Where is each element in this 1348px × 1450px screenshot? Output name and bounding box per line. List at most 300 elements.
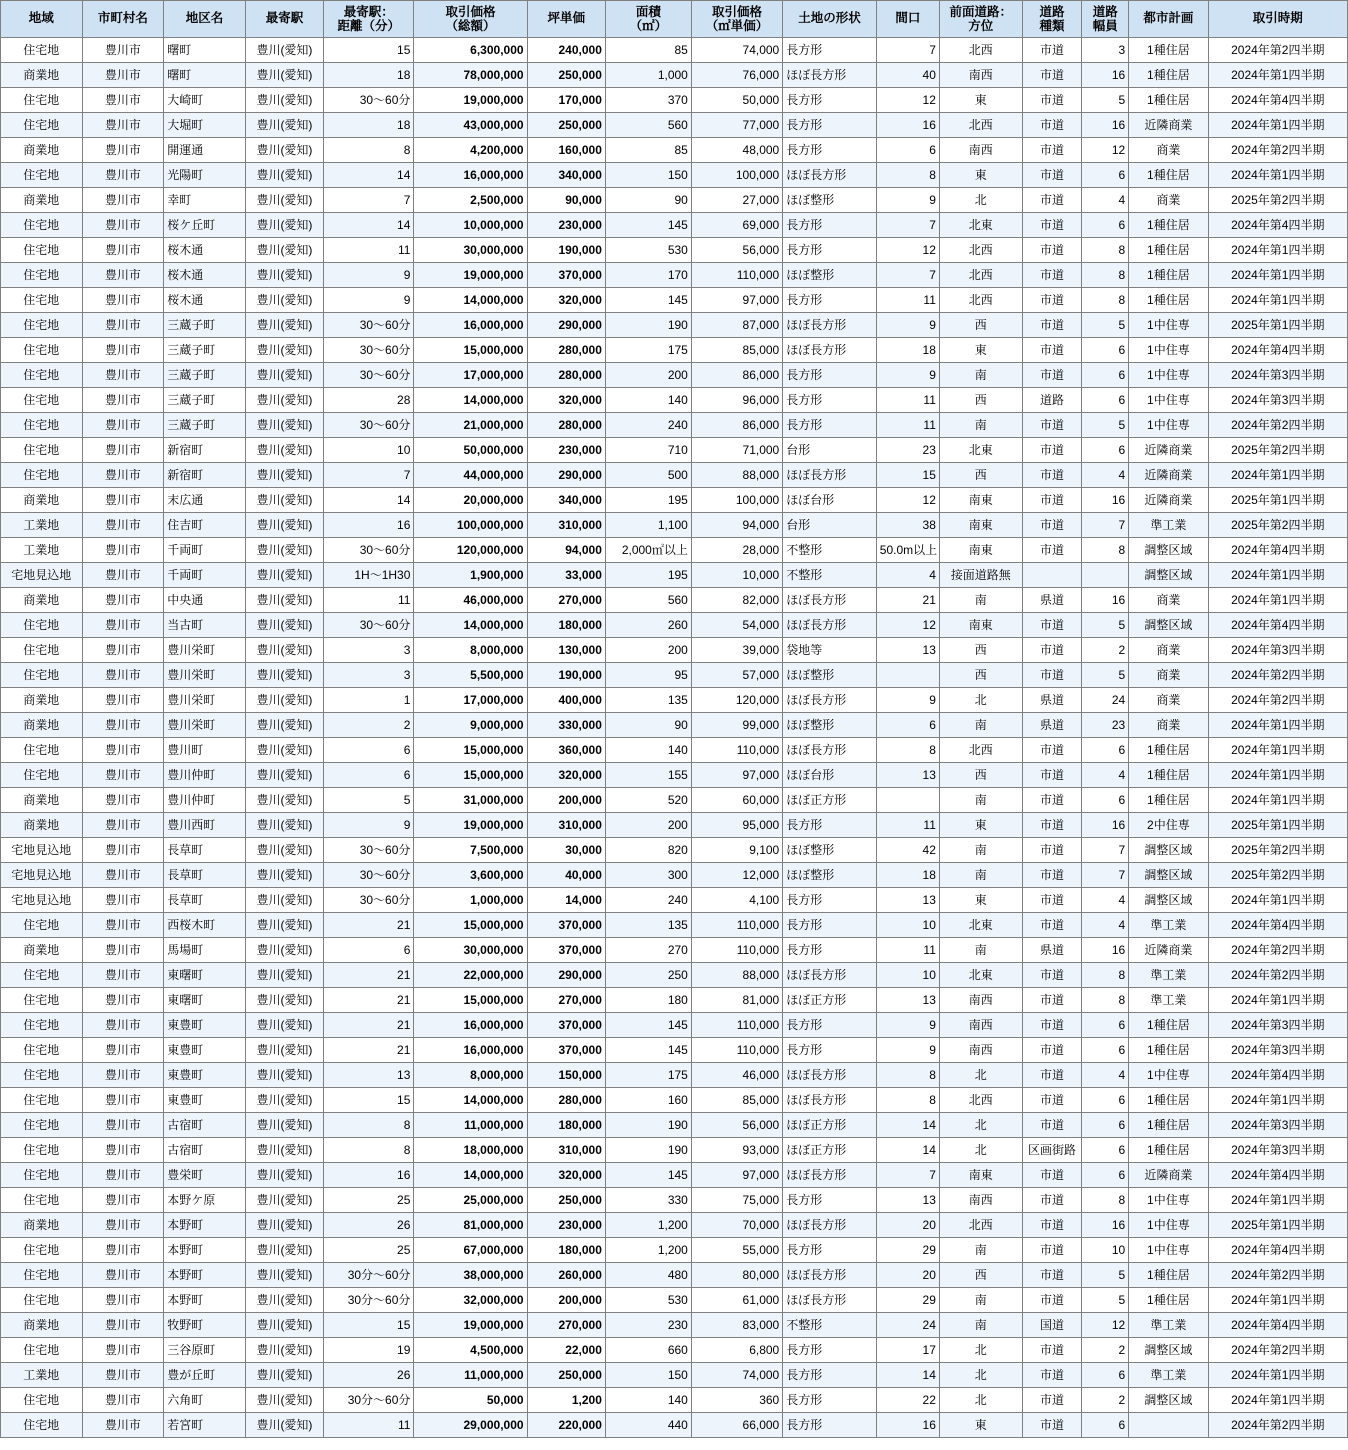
table-cell: 520	[605, 788, 691, 813]
table-cell: 商業地	[1, 63, 83, 88]
table-row[interactable]	[1, 1088, 1348, 1113]
table-row[interactable]	[1, 888, 1348, 913]
column-header-3[interactable]	[245, 1, 323, 38]
table-cell: 豊川(愛知)	[245, 1038, 323, 1063]
table-cell: 190,000	[527, 663, 605, 688]
table-cell: 175	[605, 1063, 691, 1088]
table-cell: 豊川(愛知)	[245, 1113, 323, 1138]
table-cell: 1種住居	[1129, 763, 1208, 788]
table-cell: 11,000,000	[414, 1113, 527, 1138]
table-row[interactable]	[1, 1238, 1348, 1263]
table-cell: 30〜60分	[324, 338, 414, 363]
table-cell: 豊川(愛知)	[245, 838, 323, 863]
table-cell: 75,000	[691, 1188, 782, 1213]
table-cell: 50,000	[414, 1388, 527, 1413]
table-cell: ほぼ長方形	[783, 313, 877, 338]
table-cell: 市道	[1022, 838, 1082, 863]
table-row[interactable]	[1, 213, 1348, 238]
table-row[interactable]	[1, 563, 1348, 588]
table-cell: 長方形	[783, 363, 877, 388]
table-cell: 豊川仲町	[164, 788, 246, 813]
table-cell: 市道	[1022, 363, 1082, 388]
table-cell: 本野町	[164, 1288, 246, 1313]
table-cell: 530	[605, 1288, 691, 1313]
table-cell: ほぼ長方形	[783, 738, 877, 763]
table-cell: 30分〜60分	[324, 1288, 414, 1313]
table-cell: 1種住居	[1129, 1113, 1208, 1138]
table-cell: 豊川(愛知)	[245, 1188, 323, 1213]
table-cell: 接面道路無	[939, 563, 1022, 588]
table-cell: 145	[605, 1163, 691, 1188]
table-cell: 市道	[1022, 613, 1082, 638]
table-cell: 長方形	[783, 1038, 877, 1063]
table-cell: 50,000,000	[414, 438, 527, 463]
table-cell: 南	[939, 1288, 1022, 1313]
table-cell: 8	[876, 1063, 939, 1088]
table-cell: 西	[939, 1263, 1022, 1288]
table-cell: 4	[1082, 913, 1129, 938]
table-cell: 住宅地	[1, 438, 83, 463]
column-header-6[interactable]	[527, 1, 605, 38]
table-cell: 50,000	[691, 88, 782, 113]
table-cell: 2025年第2四半期	[1208, 863, 1347, 888]
table-cell: 6	[1082, 163, 1129, 188]
table-cell: 豊川(愛知)	[245, 313, 323, 338]
table-cell: 豊川(愛知)	[245, 963, 323, 988]
table-cell: 7	[876, 38, 939, 63]
table-cell: 2025年第2四半期	[1208, 838, 1347, 863]
table-cell: 豊川市	[82, 663, 164, 688]
table-cell: 豊川市	[82, 588, 164, 613]
table-cell: 市道	[1022, 38, 1082, 63]
table-cell: 14,000,000	[414, 288, 527, 313]
table-cell: 43,000,000	[414, 113, 527, 138]
table-cell: 370,000	[527, 938, 605, 963]
table-cell: 2024年第4四半期	[1208, 1313, 1347, 1338]
table-cell: 10	[876, 913, 939, 938]
table-cell: 東	[939, 338, 1022, 363]
table-cell: 2024年第3四半期	[1208, 1113, 1347, 1138]
table-cell: 豊川(愛知)	[245, 1313, 323, 1338]
table-cell: 15,000,000	[414, 913, 527, 938]
table-row[interactable]	[1, 913, 1348, 938]
table-row[interactable]	[1, 1213, 1348, 1238]
table-cell: 西	[939, 638, 1022, 663]
table-row[interactable]	[1, 1313, 1348, 1338]
table-row[interactable]	[1, 538, 1348, 563]
table-cell: 北	[939, 1113, 1022, 1138]
column-header-line: 面積	[635, 4, 661, 19]
table-row[interactable]	[1, 638, 1348, 663]
column-header-7[interactable]	[605, 1, 691, 38]
table-row[interactable]	[1, 63, 1348, 88]
table-cell	[1129, 1413, 1208, 1438]
table-cell: 北西	[939, 1213, 1022, 1238]
table-cell: 市道	[1022, 888, 1082, 913]
column-header-line: 最寄駅	[265, 11, 304, 26]
table-row[interactable]	[1, 1038, 1348, 1063]
table-cell: 19,000,000	[414, 88, 527, 113]
table-cell: 市道	[1022, 313, 1082, 338]
table-cell: 豊川市	[82, 388, 164, 413]
table-cell: 96,000	[691, 388, 782, 413]
table-cell: 16,000,000	[414, 1038, 527, 1063]
table-row[interactable]	[1, 1288, 1348, 1313]
table-cell: 豊川(愛知)	[245, 1163, 323, 1188]
table-row[interactable]	[1, 1263, 1348, 1288]
table-cell: 25	[324, 1188, 414, 1213]
table-cell: 2024年第4四半期	[1208, 538, 1347, 563]
table-cell: 豊川市	[82, 1113, 164, 1138]
table-cell: 150	[605, 163, 691, 188]
table-cell: 25,000,000	[414, 1188, 527, 1213]
table-row[interactable]	[1, 338, 1348, 363]
table-row[interactable]	[1, 1063, 1348, 1088]
table-row[interactable]	[1, 438, 1348, 463]
table-cell: 1種住居	[1129, 1288, 1208, 1313]
column-header-2[interactable]	[164, 1, 246, 38]
table-cell: 2,500,000	[414, 188, 527, 213]
table-cell: 2024年第4四半期	[1208, 1063, 1347, 1088]
table-cell: 豊川(愛知)	[245, 888, 323, 913]
table-row[interactable]	[1, 813, 1348, 838]
table-cell: 16	[1082, 113, 1129, 138]
table-cell: 16	[1082, 588, 1129, 613]
table-row[interactable]	[1, 238, 1348, 263]
table-cell: 豊川市	[82, 738, 164, 763]
table-cell: 11	[876, 388, 939, 413]
table-header-row	[1, 1, 1348, 38]
column-header-14[interactable]	[1129, 1, 1208, 38]
table-cell: 豊川市	[82, 238, 164, 263]
table-cell: 2024年第1四半期	[1208, 1388, 1347, 1413]
table-row[interactable]	[1, 1013, 1348, 1038]
table-cell: 31,000,000	[414, 788, 527, 813]
table-cell: 145	[605, 1013, 691, 1038]
table-cell: 南西	[939, 138, 1022, 163]
column-header-9[interactable]	[783, 1, 877, 38]
table-cell: 3	[1082, 38, 1129, 63]
table-cell: 北	[939, 1363, 1022, 1388]
table-row[interactable]	[1, 263, 1348, 288]
table-row[interactable]	[1, 1138, 1348, 1163]
table-cell: 14	[324, 488, 414, 513]
table-cell: 14	[876, 1113, 939, 1138]
table-cell: 17	[876, 1338, 939, 1363]
table-cell: 18	[324, 63, 414, 88]
table-cell: 豊川栄町	[164, 638, 246, 663]
table-cell: 2024年第2四半期	[1208, 138, 1347, 163]
table-cell: 38	[876, 513, 939, 538]
table-cell: 67,000,000	[414, 1238, 527, 1263]
column-header-1[interactable]	[82, 1, 164, 38]
table-row[interactable]	[1, 88, 1348, 113]
table-row[interactable]	[1, 713, 1348, 738]
table-cell: 市道	[1022, 438, 1082, 463]
table-row[interactable]	[1, 363, 1348, 388]
table-cell: 長方形	[783, 913, 877, 938]
column-header-0[interactable]	[1, 1, 83, 38]
table-cell: 北	[939, 188, 1022, 213]
column-header-line: 種類	[1039, 19, 1065, 33]
table-row[interactable]	[1, 488, 1348, 513]
table-cell: 21,000,000	[414, 413, 527, 438]
table-row[interactable]	[1, 863, 1348, 888]
table-row[interactable]	[1, 413, 1348, 438]
table-cell: 16,000,000	[414, 163, 527, 188]
table-cell: 商業地	[1, 588, 83, 613]
table-cell: 100,000,000	[414, 513, 527, 538]
table-cell: 住宅地	[1, 1338, 83, 1363]
column-header-5[interactable]	[414, 1, 527, 38]
table-cell: 370,000	[527, 263, 605, 288]
table-cell: 9	[324, 288, 414, 313]
table-cell: 調整区域	[1129, 1338, 1208, 1363]
column-header-10[interactable]	[876, 1, 939, 38]
table-cell: 千両町	[164, 538, 246, 563]
table-cell: ほぼ整形	[783, 838, 877, 863]
table-cell: 200,000	[527, 1288, 605, 1313]
table-cell: 市道	[1022, 263, 1082, 288]
table-cell: 商業	[1129, 588, 1208, 613]
table-cell: 6,800	[691, 1338, 782, 1363]
table-cell: 2024年第1四半期	[1208, 763, 1347, 788]
column-header-line: 前面道路：	[949, 4, 1012, 19]
table-cell: 8,000,000	[414, 1063, 527, 1088]
table-cell: 2024年第1四半期	[1208, 888, 1347, 913]
table-cell: 住吉町	[164, 513, 246, 538]
table-row[interactable]	[1, 313, 1348, 338]
table-cell: 190	[605, 1113, 691, 1138]
column-header-15[interactable]	[1208, 1, 1347, 38]
table-row[interactable]	[1, 38, 1348, 63]
table-cell: 26	[324, 1363, 414, 1388]
table-row[interactable]	[1, 1113, 1348, 1138]
table-row[interactable]	[1, 288, 1348, 313]
table-cell: 40,000	[527, 863, 605, 888]
table-cell: 560	[605, 588, 691, 613]
table-cell: 北東	[939, 963, 1022, 988]
table-cell: 6	[1082, 363, 1129, 388]
table-cell: 2024年第4四半期	[1208, 88, 1347, 113]
table-row[interactable]	[1, 788, 1348, 813]
table-cell: 住宅地	[1, 163, 83, 188]
table-cell: 190	[605, 1138, 691, 1163]
table-cell: 商業地	[1, 688, 83, 713]
table-cell: 豊川(愛知)	[245, 663, 323, 688]
table-cell: 市道	[1022, 863, 1082, 888]
table-cell: 16	[1082, 488, 1129, 513]
table-cell: 200	[605, 638, 691, 663]
table-cell: 住宅地	[1, 1138, 83, 1163]
table-cell: 北東	[939, 438, 1022, 463]
table-cell: ほぼ長方形	[783, 963, 877, 988]
table-cell: 8	[1082, 263, 1129, 288]
table-cell: 住宅地	[1, 763, 83, 788]
table-cell: 160,000	[527, 138, 605, 163]
table-cell: 14	[324, 163, 414, 188]
table-cell: 豊川市	[82, 1188, 164, 1213]
column-header-13[interactable]	[1082, 1, 1129, 38]
table-cell: 12	[1082, 138, 1129, 163]
table-cell: 住宅地	[1, 263, 83, 288]
table-cell: 2024年第1四半期	[1208, 713, 1347, 738]
table-cell: 市道	[1022, 1113, 1082, 1138]
table-cell: 市道	[1022, 213, 1082, 238]
table-cell: ほぼ長方形	[783, 463, 877, 488]
table-row[interactable]	[1, 113, 1348, 138]
table-row[interactable]	[1, 938, 1348, 963]
table-cell: 6	[1082, 1088, 1129, 1113]
table-cell: 48,000	[691, 138, 782, 163]
table-cell: 30分〜60分	[324, 1388, 414, 1413]
table-cell: 豊川(愛知)	[245, 413, 323, 438]
table-cell: 15,000,000	[414, 763, 527, 788]
table-cell: 豊川(愛知)	[245, 1388, 323, 1413]
table-cell: 130,000	[527, 638, 605, 663]
table-cell: 85	[605, 38, 691, 63]
table-cell: 6	[324, 938, 414, 963]
table-cell: 2024年第1四半期	[1208, 1288, 1347, 1313]
table-cell: 住宅地	[1, 1288, 83, 1313]
table-cell	[876, 788, 939, 813]
table-cell: 住宅地	[1, 1263, 83, 1288]
table-cell: 長方形	[783, 138, 877, 163]
table-row[interactable]	[1, 163, 1348, 188]
table-cell: 市道	[1022, 1288, 1082, 1313]
table-row[interactable]	[1, 1413, 1348, 1438]
table-cell: 南	[939, 838, 1022, 863]
column-header-12[interactable]	[1022, 1, 1082, 38]
table-cell: 2024年第1四半期	[1208, 288, 1347, 313]
table-row[interactable]	[1, 1363, 1348, 1388]
table-cell: 99,000	[691, 713, 782, 738]
table-cell: 19	[324, 1338, 414, 1363]
table-row[interactable]	[1, 138, 1348, 163]
table-cell: 2024年第2四半期	[1208, 1263, 1347, 1288]
table-cell: 7	[1082, 838, 1129, 863]
table-cell: 81,000	[691, 988, 782, 1013]
table-cell: 4,200,000	[414, 138, 527, 163]
table-cell: 13	[876, 1188, 939, 1213]
column-header-11[interactable]	[939, 1, 1022, 38]
table-cell: 東	[939, 1413, 1022, 1438]
column-header-line: 坪単価	[547, 11, 585, 26]
table-row[interactable]	[1, 1388, 1348, 1413]
table-cell: 25	[324, 1238, 414, 1263]
table-row[interactable]	[1, 388, 1348, 413]
table-cell: 1中住専	[1129, 313, 1208, 338]
table-cell: 6	[1082, 388, 1129, 413]
table-cell: 豊川(愛知)	[245, 638, 323, 663]
table-cell: 140	[605, 388, 691, 413]
table-cell: 250,000	[527, 113, 605, 138]
table-cell: 14,000,000	[414, 613, 527, 638]
table-row[interactable]	[1, 588, 1348, 613]
table-cell: ほぼ長方形	[783, 1163, 877, 1188]
table-cell: 三蔵子町	[164, 413, 246, 438]
table-cell: 10	[1082, 1238, 1129, 1263]
table-cell: 90,000	[527, 188, 605, 213]
column-header-line: （㎡単価）	[705, 19, 769, 33]
table-cell: 11	[876, 413, 939, 438]
table-cell: 1種住居	[1129, 1088, 1208, 1113]
table-cell: 1	[324, 688, 414, 713]
table-cell: 4	[1082, 763, 1129, 788]
table-cell: 豊川市	[82, 338, 164, 363]
table-cell: 長方形	[783, 813, 877, 838]
table-row[interactable]	[1, 188, 1348, 213]
table-row[interactable]	[1, 1188, 1348, 1213]
table-cell: 250,000	[527, 1363, 605, 1388]
table-row[interactable]	[1, 988, 1348, 1013]
table-cell: 豊川(愛知)	[245, 463, 323, 488]
table-cell: 豊川(愛知)	[245, 763, 323, 788]
table-row[interactable]	[1, 963, 1348, 988]
table-cell: 1中住専	[1129, 363, 1208, 388]
table-row[interactable]	[1, 688, 1348, 713]
table-row[interactable]	[1, 463, 1348, 488]
table-cell: 310,000	[527, 513, 605, 538]
column-header-4[interactable]	[324, 1, 414, 38]
table-cell: 豊川(愛知)	[245, 863, 323, 888]
table-cell: 長草町	[164, 838, 246, 863]
table-cell: 市道	[1022, 1088, 1082, 1113]
table-cell: 準工業	[1129, 988, 1208, 1013]
table-cell: 豊川市	[82, 438, 164, 463]
table-row[interactable]	[1, 838, 1348, 863]
table-cell: 15,000,000	[414, 338, 527, 363]
table-cell: 住宅地	[1, 988, 83, 1013]
column-header-8[interactable]	[691, 1, 782, 38]
table-cell: 170	[605, 263, 691, 288]
table-cell: 豊川町	[164, 738, 246, 763]
table-row[interactable]	[1, 613, 1348, 638]
table-row[interactable]	[1, 1338, 1348, 1363]
table-cell: 87,000	[691, 313, 782, 338]
table-cell: 11	[876, 813, 939, 838]
table-row[interactable]	[1, 513, 1348, 538]
table-cell: 住宅地	[1, 463, 83, 488]
table-row[interactable]	[1, 763, 1348, 788]
table-cell: 200	[605, 363, 691, 388]
table-cell: ほぼ長方形	[783, 1213, 877, 1238]
table-row[interactable]	[1, 1163, 1348, 1188]
table-cell: 1H〜1H30	[324, 563, 414, 588]
table-cell: 6	[324, 763, 414, 788]
table-cell: 豊川西町	[164, 813, 246, 838]
table-cell: 豊川市	[82, 913, 164, 938]
table-cell: 市道	[1022, 413, 1082, 438]
table-cell: 長方形	[783, 1413, 877, 1438]
table-cell: 住宅地	[1, 338, 83, 363]
table-cell: 近隣商業	[1129, 938, 1208, 963]
table-row[interactable]	[1, 663, 1348, 688]
table-cell: 古宿町	[164, 1138, 246, 1163]
table-cell: 2024年第1四半期	[1208, 1088, 1347, 1113]
table-cell: 6	[1082, 1413, 1129, 1438]
table-cell: 280,000	[527, 363, 605, 388]
table-cell: ほぼ長方形	[783, 1063, 877, 1088]
table-cell: 幸町	[164, 188, 246, 213]
table-cell: 20	[876, 1263, 939, 1288]
table-cell: 豊川栄町	[164, 663, 246, 688]
table-cell: 台形	[783, 438, 877, 463]
table-cell: 豊川市	[82, 1163, 164, 1188]
table-row[interactable]	[1, 738, 1348, 763]
table-cell: 28,000	[691, 538, 782, 563]
table-cell: 豊川栄町	[164, 688, 246, 713]
